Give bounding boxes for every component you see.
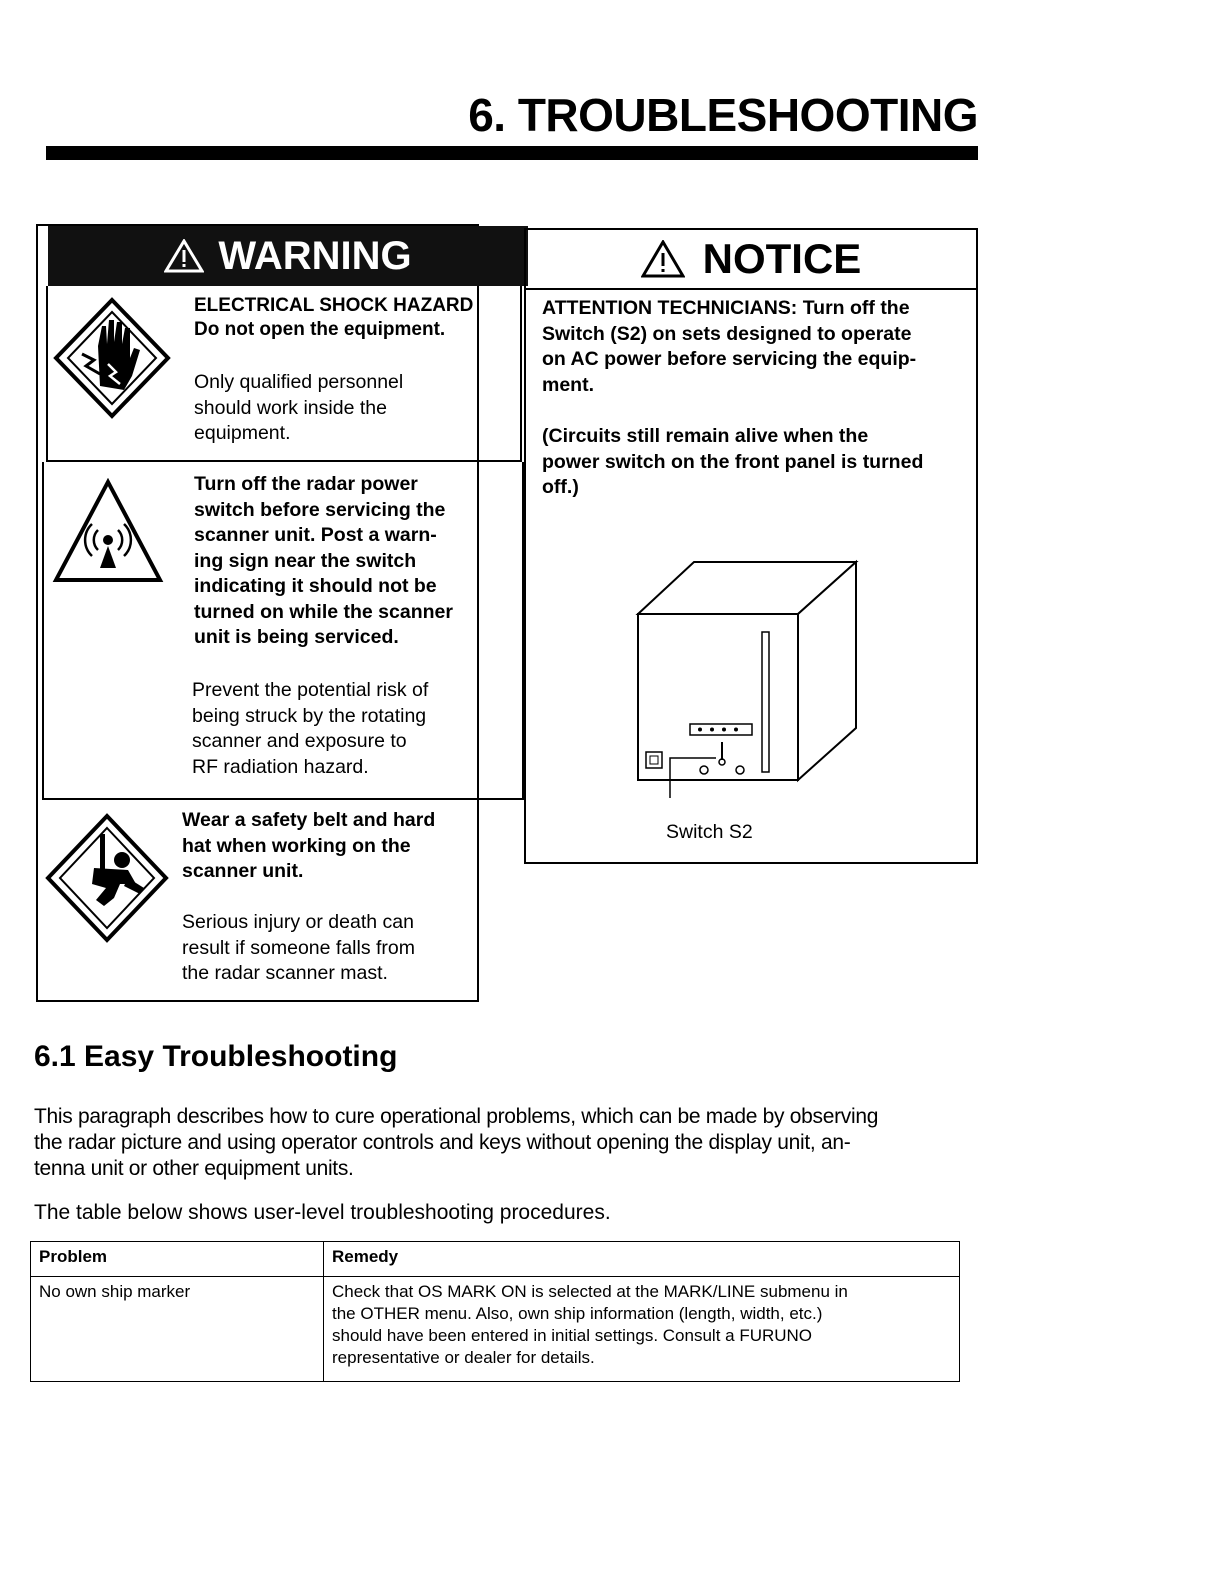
display-unit-figure <box>634 558 874 798</box>
notice-triangle-icon <box>641 240 685 278</box>
falling-person-icon <box>44 812 170 946</box>
remedy-cell: Check that OS MARK ON is selected at the MARK/LINE submenu in the OTHER menu. Also, own ship information (length, width, etc.) should have been entered in initial settings. Consult a FURUNO representative or dealer for details. <box>324 1277 960 1382</box>
problem-cell: No own ship marker <box>31 1277 324 1382</box>
shock-hazard-bold-text: ELECTRICAL SHOCK HAZARD Do not open the equipment. <box>194 295 474 340</box>
warning-section-radiation <box>42 462 524 800</box>
electric-shock-hand-icon <box>52 296 172 426</box>
switch-s2-label: Switch S2 <box>666 821 753 843</box>
fall-text: Serious injury or death can result if someone falls from the radar scanner mast. <box>182 911 416 984</box>
warning-header <box>48 226 528 286</box>
notice-box <box>524 228 978 864</box>
warning-triangle-icon <box>164 239 204 273</box>
fall-bold-text: Wear a safety belt and hard hat when working on the scanner unit. <box>182 809 436 882</box>
section-heading: 6.1 Easy Troubleshooting <box>34 1040 398 1073</box>
warning-section-shock <box>46 286 522 462</box>
table-intro-paragraph: The table below shows user-level troubleshooting procedures. <box>34 1201 611 1224</box>
shock-hazard-text: Only qualified personnel should work inside the equipment. <box>194 371 404 444</box>
warning-header-label: WARNING <box>218 233 412 278</box>
radiation-bold-text: Turn off the radar power switch before servicing the scanner unit. Post a warn- ing sign near the switch indicating it should not be turned on while the scanner unit is being serviced. <box>194 473 453 648</box>
notice-header <box>526 230 976 290</box>
table-row <box>31 1277 960 1382</box>
problem-column-header: Problem <box>31 1242 324 1277</box>
section-intro-paragraph: This paragraph describes how to cure operational problems, which can be made by observing the radar picture and using operator controls and keys without opening the display unit, an- tenna unit or other equipment units. <box>34 1105 879 1180</box>
warning-section-fall <box>38 800 481 1000</box>
remedy-column-header: Remedy <box>324 1242 960 1277</box>
chapter-title: 6. TROUBLESHOOTING <box>468 89 978 141</box>
notice-header-label: NOTICE <box>702 235 862 282</box>
title-rule <box>46 146 978 160</box>
radiation-triangle-icon <box>52 478 164 584</box>
warning-box <box>36 224 479 1002</box>
notice-circuits-text: (Circuits still remain alive when the power switch on the front panel is turned off.) <box>542 425 924 498</box>
notice-technicians-text: ATTENTION TECHNICIANS: Turn off the Switch (S2) on sets designed to operate on AC power before servicing the equip- ment. <box>542 297 917 396</box>
radiation-text: Prevent the potential risk of being struck by the rotating scanner and exposure to RF radiation hazard. <box>192 679 429 778</box>
troubleshooting-table <box>30 1241 960 1382</box>
table-header-row <box>31 1242 960 1277</box>
